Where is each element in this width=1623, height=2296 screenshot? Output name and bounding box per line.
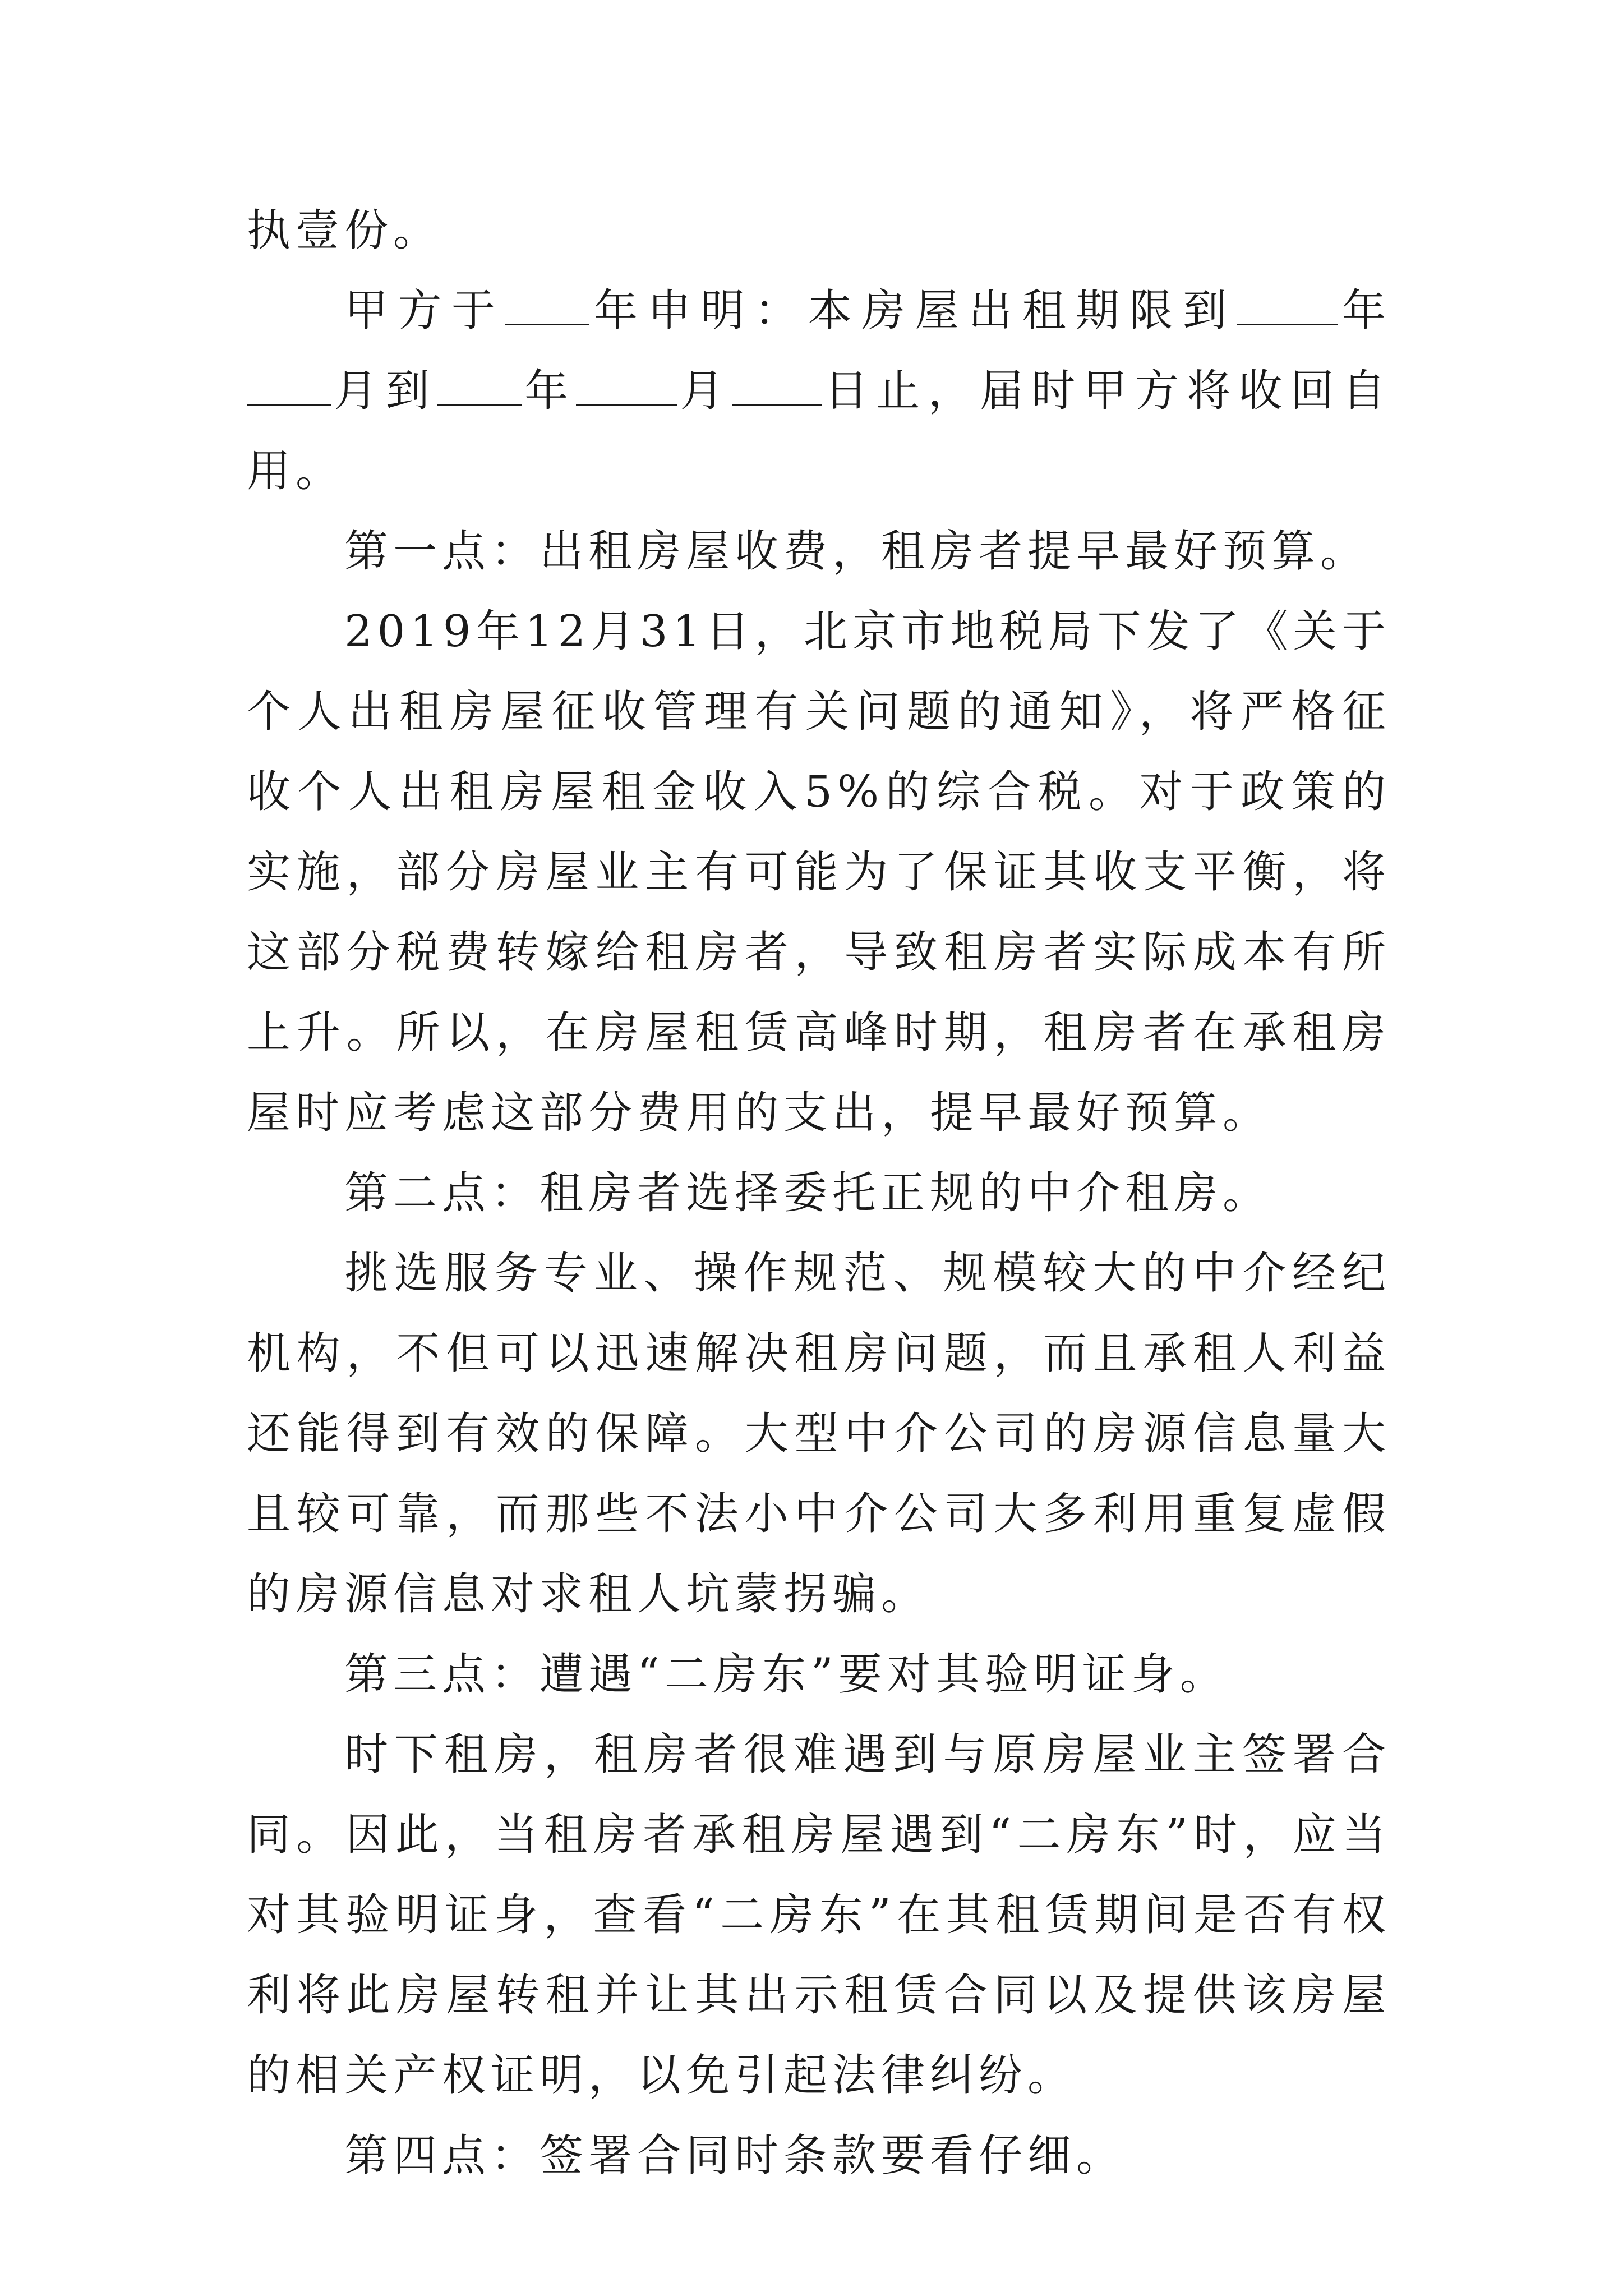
paragraph-point-1-body: 2019年12月31日，北京市地税局下发了《关于个人出租房屋征收管理有关问题的通知》，将严格征收个人出租房屋租金收入5%的综合税。对于政策的实施，部分房屋业主有可能为了保证其收支平衡，将这部分税费转嫁给租房者，导致租房者实际成本有所上升。所以，在房屋租赁高峰时期，租房者在承租房屋时应考虑这部分费用的支出，提早最好预算。 <box>247 606 1391 1138</box>
blank-until-day-field[interactable] <box>732 369 822 406</box>
lease-term-text-6: 月 <box>677 366 732 416</box>
lease-term-text-7: 日止，届时甲方将收回自用。 <box>247 366 1391 496</box>
heading-point-4: 第四点：签署合同时条款要看仔细。 <box>344 2131 1126 2181</box>
paragraph-point-3-body: 时下租房，租房者很难遇到与原房屋业主签署合同。因此，当租房者承租房屋遇到“二房东”时，应当对其验明证身，查看“二房东”在其租赁期间是否有权利将此房屋转租并让其出示租赁合同以及提供该房屋的相关产权证明，以免引起法律纠纷。 <box>247 1729 1391 2101</box>
blank-until-month-field[interactable] <box>576 369 677 406</box>
heading-point-2: 第二点：租房者选择委托正规的中介租房。 <box>344 1168 1272 1218</box>
lease-term-text-5: 年 <box>521 366 577 416</box>
blank-year-field[interactable] <box>505 289 589 325</box>
lease-term-text-4: 月到 <box>331 366 437 416</box>
lease-term-text-3: 年 <box>1337 286 1391 336</box>
blank-end-month-field[interactable] <box>247 369 331 406</box>
blank-end-year-field[interactable] <box>1237 289 1338 325</box>
blank-until-year-field[interactable] <box>437 369 522 406</box>
paragraph-copies: 执壹份。 <box>247 205 442 256</box>
paragraph-point-2-body: 挑选服务专业、操作规范、规模较大的中介经纪机构，不但可以迅速解决租房问题，而且承租人利益还能得到有效的保障。大型中介公司的房源信息量大且较可靠，而那些不法小中介公司大多利用重复虚假的房源信息对求租人坑蒙拐骗。 <box>247 1248 1391 1619</box>
paragraph-lease-term-statement <box>247 271 1391 512</box>
document-body <box>247 191 1391 2196</box>
heading-point-3: 第三点：遭遇“二房东”要对其验明证身。 <box>344 1649 1229 1700</box>
lease-term-text-1: 甲方于 <box>344 286 505 336</box>
heading-point-1: 第一点：出租房屋收费，租房者提早最好预算。 <box>344 526 1370 577</box>
lease-term-text-2: 年申明：本房屋出租期限到 <box>589 286 1237 336</box>
